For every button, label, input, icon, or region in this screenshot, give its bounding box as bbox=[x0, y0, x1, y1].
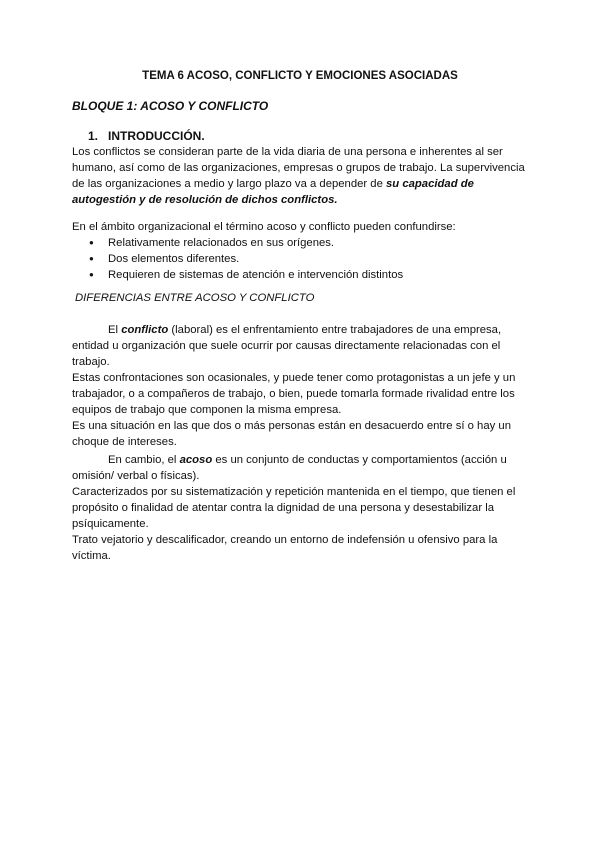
section-heading bbox=[88, 129, 205, 143]
conflict-term: conflicto bbox=[121, 324, 169, 336]
intro-emphasis: su capacidad de autogestión y de resolución de dichos conflictos bbox=[72, 178, 474, 206]
conflict-text-a: El bbox=[108, 324, 122, 336]
harassment-text-a: En cambio, el bbox=[108, 454, 180, 466]
section-number: 1. bbox=[88, 129, 99, 143]
org-paragraph: En el ámbito organizacional el término acoso y conflicto pueden confundirse: bbox=[72, 221, 456, 233]
bullet-list bbox=[72, 235, 528, 283]
differences-subtitle: DIFERENCIAS ENTRE ACOSO Y CONFLICTO bbox=[75, 292, 315, 304]
intro-text-c: . bbox=[334, 194, 338, 206]
conflict-paragraph-2: Estas confrontaciones son ocasionales, y puede tener como protagonistas a un jefe y un trabajador, o a compañeros de trabajo, o bien, puede tomarla formade rivalidad entre los equipos de trabajo que componen la misma empresa. bbox=[72, 372, 516, 416]
section-title: INTRODUCCIÓN. bbox=[108, 129, 205, 143]
harassment-paragraph bbox=[72, 452, 528, 484]
block-heading: BLOQUE 1: ACOSO Y CONFLICTO bbox=[72, 99, 269, 113]
conflict-section bbox=[72, 322, 528, 450]
list-item: ● Requieren de sistemas de atención e intervención distintos bbox=[72, 267, 528, 283]
intro-paragraph bbox=[72, 144, 528, 208]
conflict-paragraph bbox=[72, 322, 528, 370]
conflict-paragraph-3: Es una situación en las que dos o más personas están en desacuerdo entre sí o hay un choque de intereses. bbox=[72, 420, 511, 448]
harassment-section bbox=[72, 452, 528, 564]
intro-text-a: Los conflictos se consideran parte de la vida diaria de una persona e inherentes al ser humano, así como de las organizaciones, empresas o grupos de trabajo. La supervivencia de las organizaciones a medio y largo plazo va a depender de bbox=[72, 146, 525, 190]
harassment-paragraph-3: Trato vejatorio y descalificador, creando un entorno de indefensión u ofensivo para la víctima. bbox=[72, 534, 498, 562]
harassment-term: acoso bbox=[179, 454, 213, 466]
harassment-paragraph-2: Caracterizados por su sistematización y repetición mantenida en el tiempo, que tienen el propósito o finalidad de atentar contra la dignidad de una persona y desestabilizar la psíquicamente. bbox=[72, 486, 516, 530]
conflict-text-c: (laboral) es el enfrentamiento entre trabajadores de una empresa, entidad u organización que suele ocurrir por causas directamente relacionadas con el trabajo. bbox=[72, 324, 502, 368]
harassment-text-c: es un conjunto de conductas y comportamientos (acción u omisión/ verbal o físicas). bbox=[72, 454, 507, 482]
list-item: ● Dos elementos diferentes. bbox=[72, 251, 528, 267]
document-title: TEMA 6 ACOSO, CONFLICTO Y EMOCIONES ASOCIADAS bbox=[142, 70, 458, 82]
list-item: ● Relativamente relacionados en sus orígenes. bbox=[72, 235, 528, 251]
